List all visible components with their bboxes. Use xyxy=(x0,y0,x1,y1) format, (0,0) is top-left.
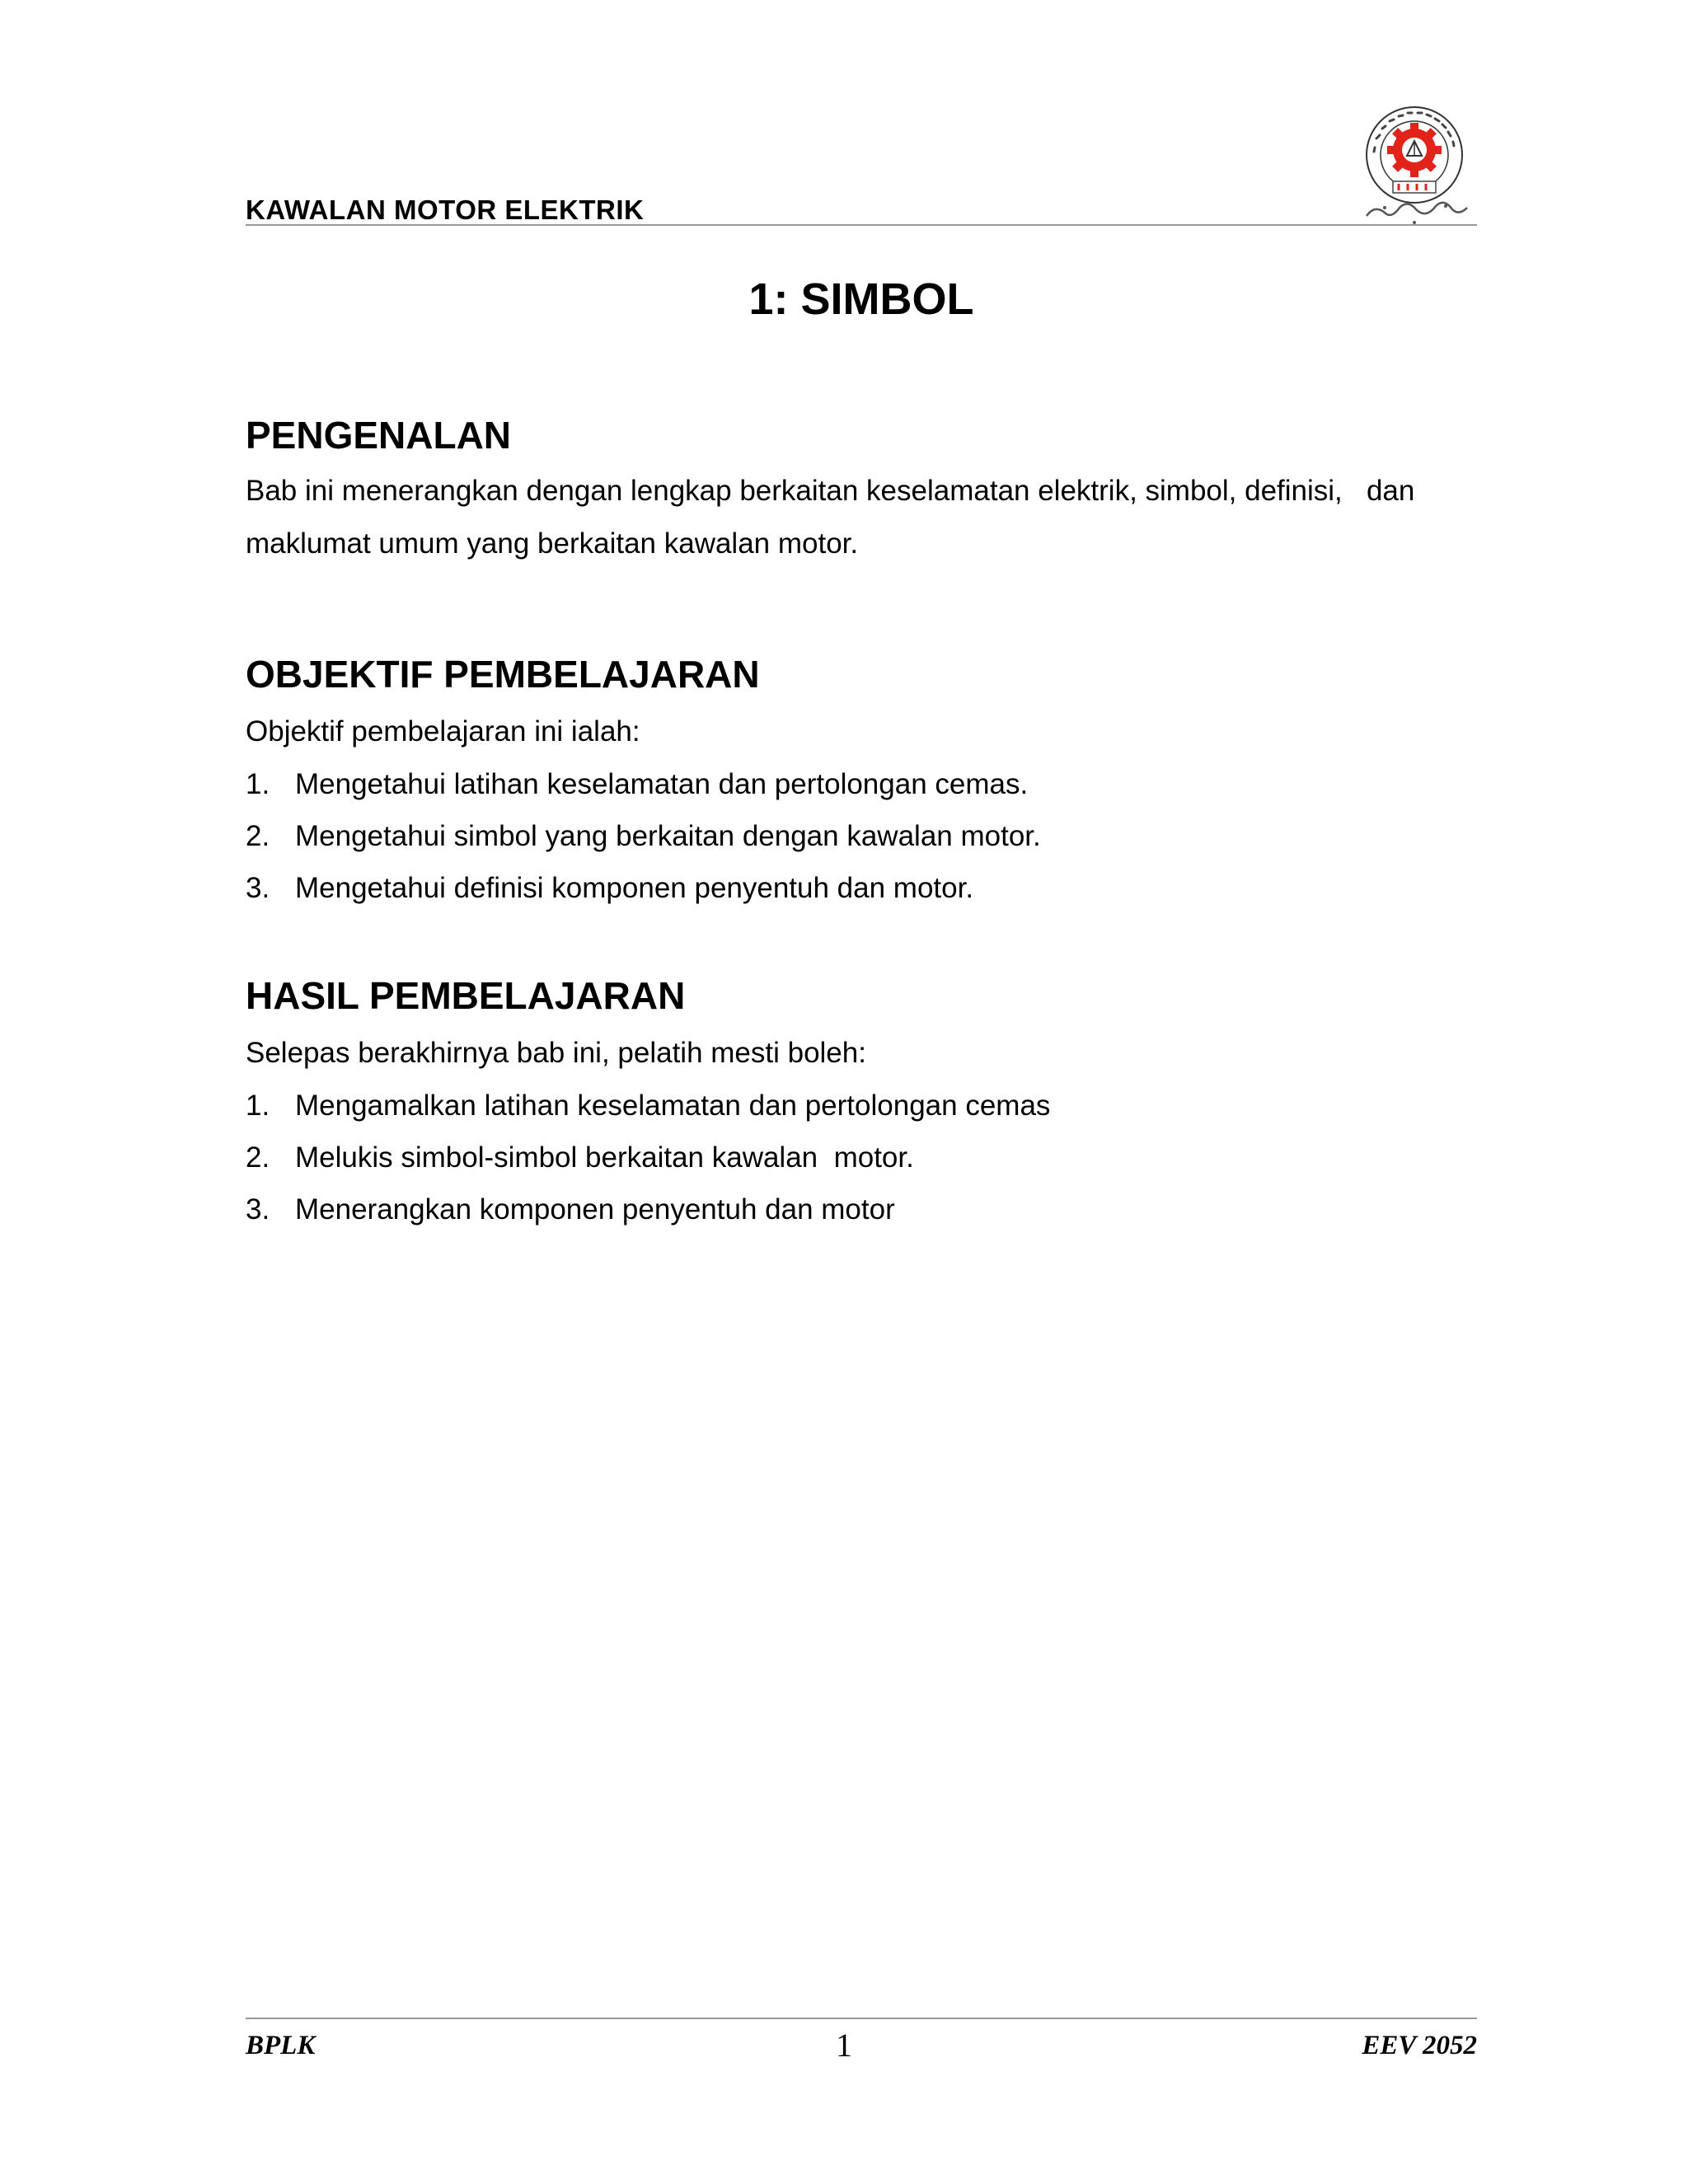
mara-crest-icon xyxy=(1360,102,1474,226)
section-heading: PENGENALAN xyxy=(246,414,512,457)
list-text: Mengamalkan latihan keselamatan dan pertolongan cemas xyxy=(295,1090,1051,1122)
footer-divider xyxy=(246,2018,1477,2019)
list-item xyxy=(246,862,1477,914)
list-text: Mengetahui latihan keselamatan dan pertolongan cemas. xyxy=(295,768,1029,800)
list-number: 1. xyxy=(246,768,270,800)
paragraph-line: maklumat umum yang berkaitan kawalan motor. xyxy=(246,527,859,560)
section-objektif xyxy=(246,651,1477,914)
section-heading: OBJEKTIF PEMBELAJARAN xyxy=(246,653,760,696)
section-hasil xyxy=(246,972,1477,1235)
list-text: Menerangkan komponen penyentuh dan motor xyxy=(295,1193,895,1226)
section-heading: HASIL PEMBELAJARAN xyxy=(246,974,686,1017)
outcome-list xyxy=(246,1080,1477,1235)
list-text: Mengetahui definisi komponen penyentuh dan motor. xyxy=(295,872,974,904)
paragraph-line: Bab ini menerangkan dengan lengkap berkaitan keselamatan elektrik, simbol, definisi, dan xyxy=(246,475,1415,507)
header-divider xyxy=(246,224,1477,226)
footer-institution: BPLK xyxy=(246,2031,316,2060)
list-number: 1. xyxy=(246,1090,270,1122)
list-item xyxy=(246,1080,1477,1132)
section-pengenalan xyxy=(246,412,1477,570)
list-text: Mengetahui simbol yang berkaitan dengan kawalan motor. xyxy=(295,820,1041,852)
list-item xyxy=(246,1132,1477,1183)
list-text: Melukis simbol-simbol berkaitan kawalan motor. xyxy=(295,1141,914,1174)
list-number: 3. xyxy=(246,1193,270,1226)
list-number: 2. xyxy=(246,1141,270,1174)
chapter-title: 1: SIMBOL xyxy=(748,274,974,324)
list-item xyxy=(246,810,1477,862)
list-intro: Objektif pembelajaran ini ialah: xyxy=(246,715,640,748)
list-item xyxy=(246,758,1477,810)
footer-course-code: EEV 2052 xyxy=(1362,2031,1477,2060)
list-number: 2. xyxy=(246,820,270,852)
document-header-title: KAWALAN MOTOR ELEKTRIK xyxy=(246,194,645,225)
list-number: 3. xyxy=(246,872,270,904)
objective-list xyxy=(246,758,1477,914)
list-item xyxy=(246,1183,1477,1235)
page-number: 1 xyxy=(836,2027,852,2064)
list-intro: Selepas berakhirnya bab ini, pelatih mesti boleh: xyxy=(246,1037,866,1069)
